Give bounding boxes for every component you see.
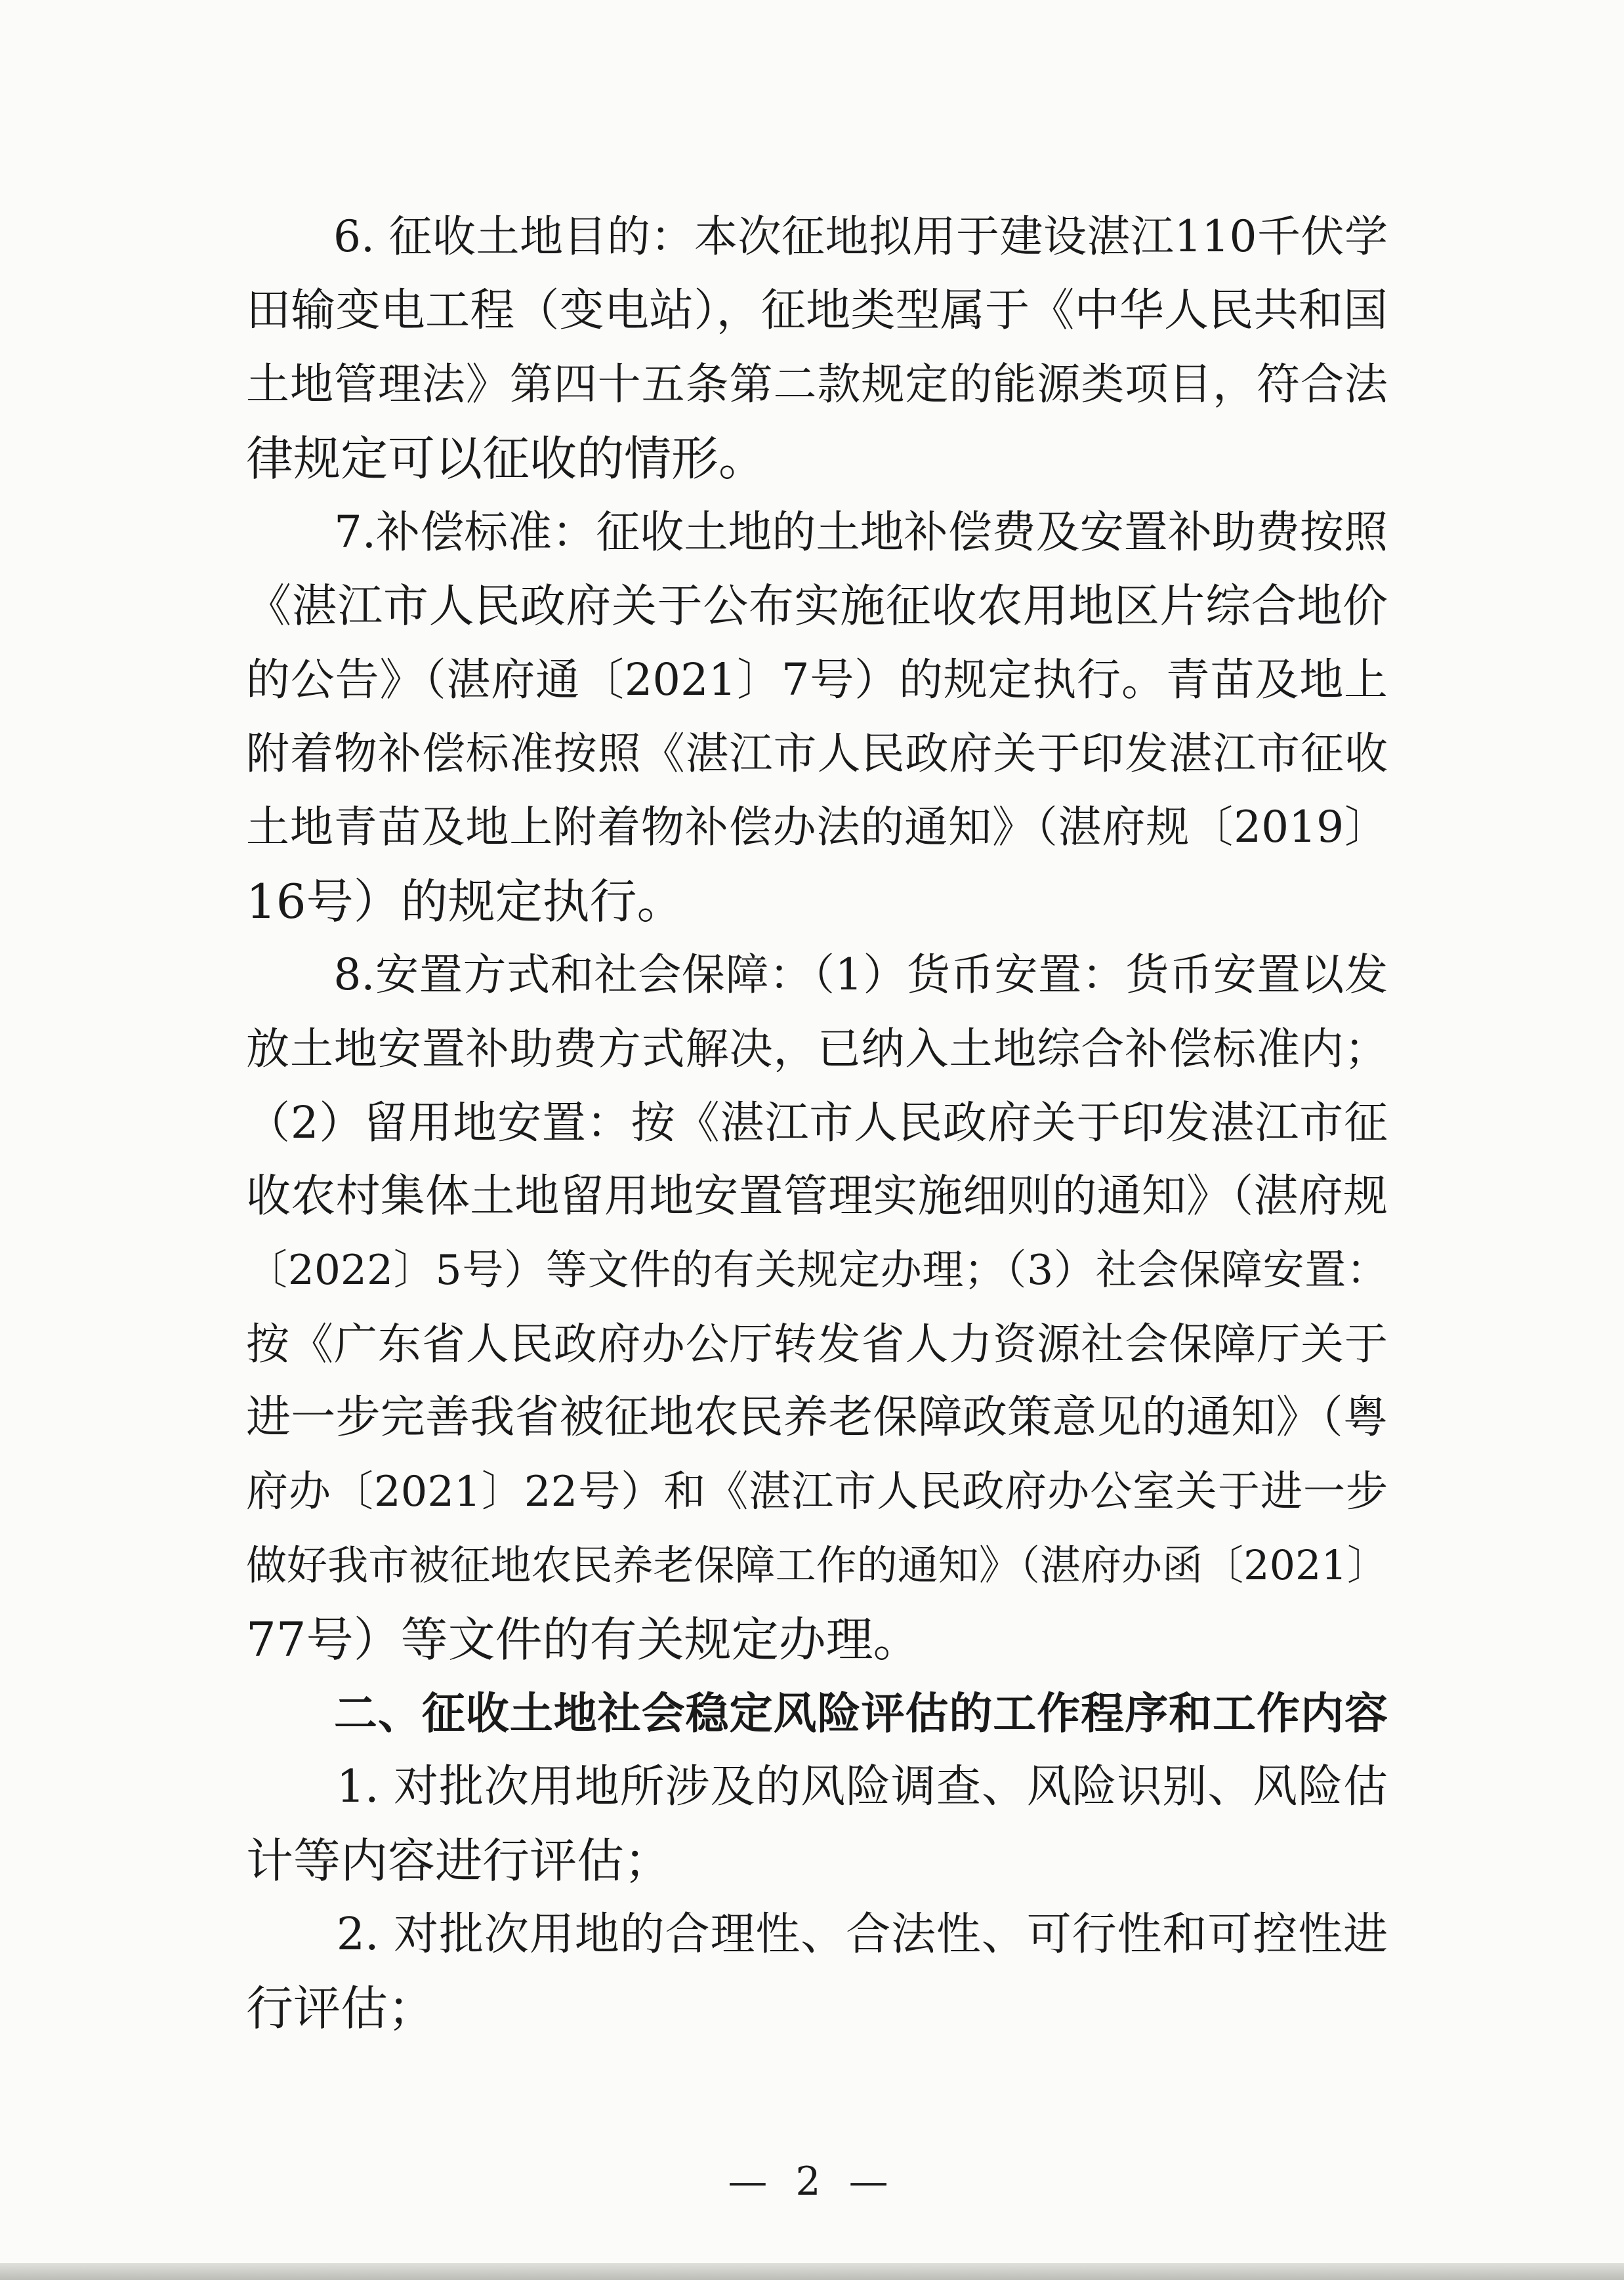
- body-line: 的公告》（湛府通〔2021〕7号）的规定执行。青苗及地上: [246, 654, 1388, 705]
- body-line: 按《广东省人民政府办公厅转发省人力资源社会保障厅关于: [246, 1318, 1388, 1369]
- body-line: 律规定可以征收的情形。: [246, 430, 766, 486]
- body-line: 进一步完善我省被征地农民养老保障政策意见的通知》（粤: [246, 1392, 1388, 1443]
- body-line: 7.补偿标准：征收土地的土地补偿费及安置补助费按照: [246, 507, 1388, 558]
- body-line: 1. 对批次用地所涉及的风险调查、风险识别、风险估: [246, 1760, 1388, 1813]
- scan-edge: [0, 2263, 1624, 2280]
- body-line: 收农村集体土地留用地安置管理实施细则的通知》（湛府规: [246, 1170, 1388, 1222]
- body-line: 土地青苗及地上附着物补偿办法的通知》（湛府规〔2019〕: [246, 802, 1388, 852]
- body-line: 做好我市被征地农民养老保障工作的通知》（湛府办函〔2021〕: [246, 1541, 1388, 1589]
- body-line: 府办〔2021〕22号）和《湛江市人民政府办公室关于进一步: [246, 1467, 1388, 1516]
- body-line: 附着物补偿标准按照《湛江市人民政府关于印发湛江市征收: [246, 728, 1388, 779]
- page-number: — 2 —: [728, 2159, 896, 2205]
- section-heading: 二、征收土地社会稳定风险评估的工作程序和工作内容: [246, 1688, 1388, 1739]
- body-line: 土地管理法》第四十五条第二款规定的能源类项目，符合法: [246, 359, 1388, 409]
- body-line: 放土地安置补助费方式解决，已纳入土地综合补偿标准内；: [246, 1023, 1388, 1074]
- document-body: [246, 200, 1388, 2046]
- body-line: 2. 对批次用地的合理性、合法性、可行性和可控性进: [246, 1908, 1388, 1960]
- body-line: （2）留用地安置：按《湛江市人民政府关于印发湛江市征: [246, 1097, 1388, 1148]
- body-line: 6. 征收土地目的：本次征地拟用于建设湛江110千伏学: [246, 211, 1388, 262]
- body-line: 16号）的规定执行。: [246, 873, 684, 929]
- body-line: 77号）等文件的有关规定办理。: [246, 1611, 921, 1667]
- body-line: 〔2022〕5号）等文件的有关规定办理；（3）社会保障安置：: [246, 1246, 1388, 1294]
- body-line: 行评估；: [246, 1981, 436, 2036]
- body-line: 8.安置方式和社会保障：（1）货币安置：货币安置以发: [246, 949, 1388, 1000]
- body-line: 计等内容进行评估；: [246, 1833, 672, 1888]
- body-line: 《湛江市人民政府关于公布实施征收农用地区片综合地价: [246, 579, 1388, 632]
- body-line: 田输变电工程（变电站），征地类型属于《中华人民共和国: [246, 284, 1388, 337]
